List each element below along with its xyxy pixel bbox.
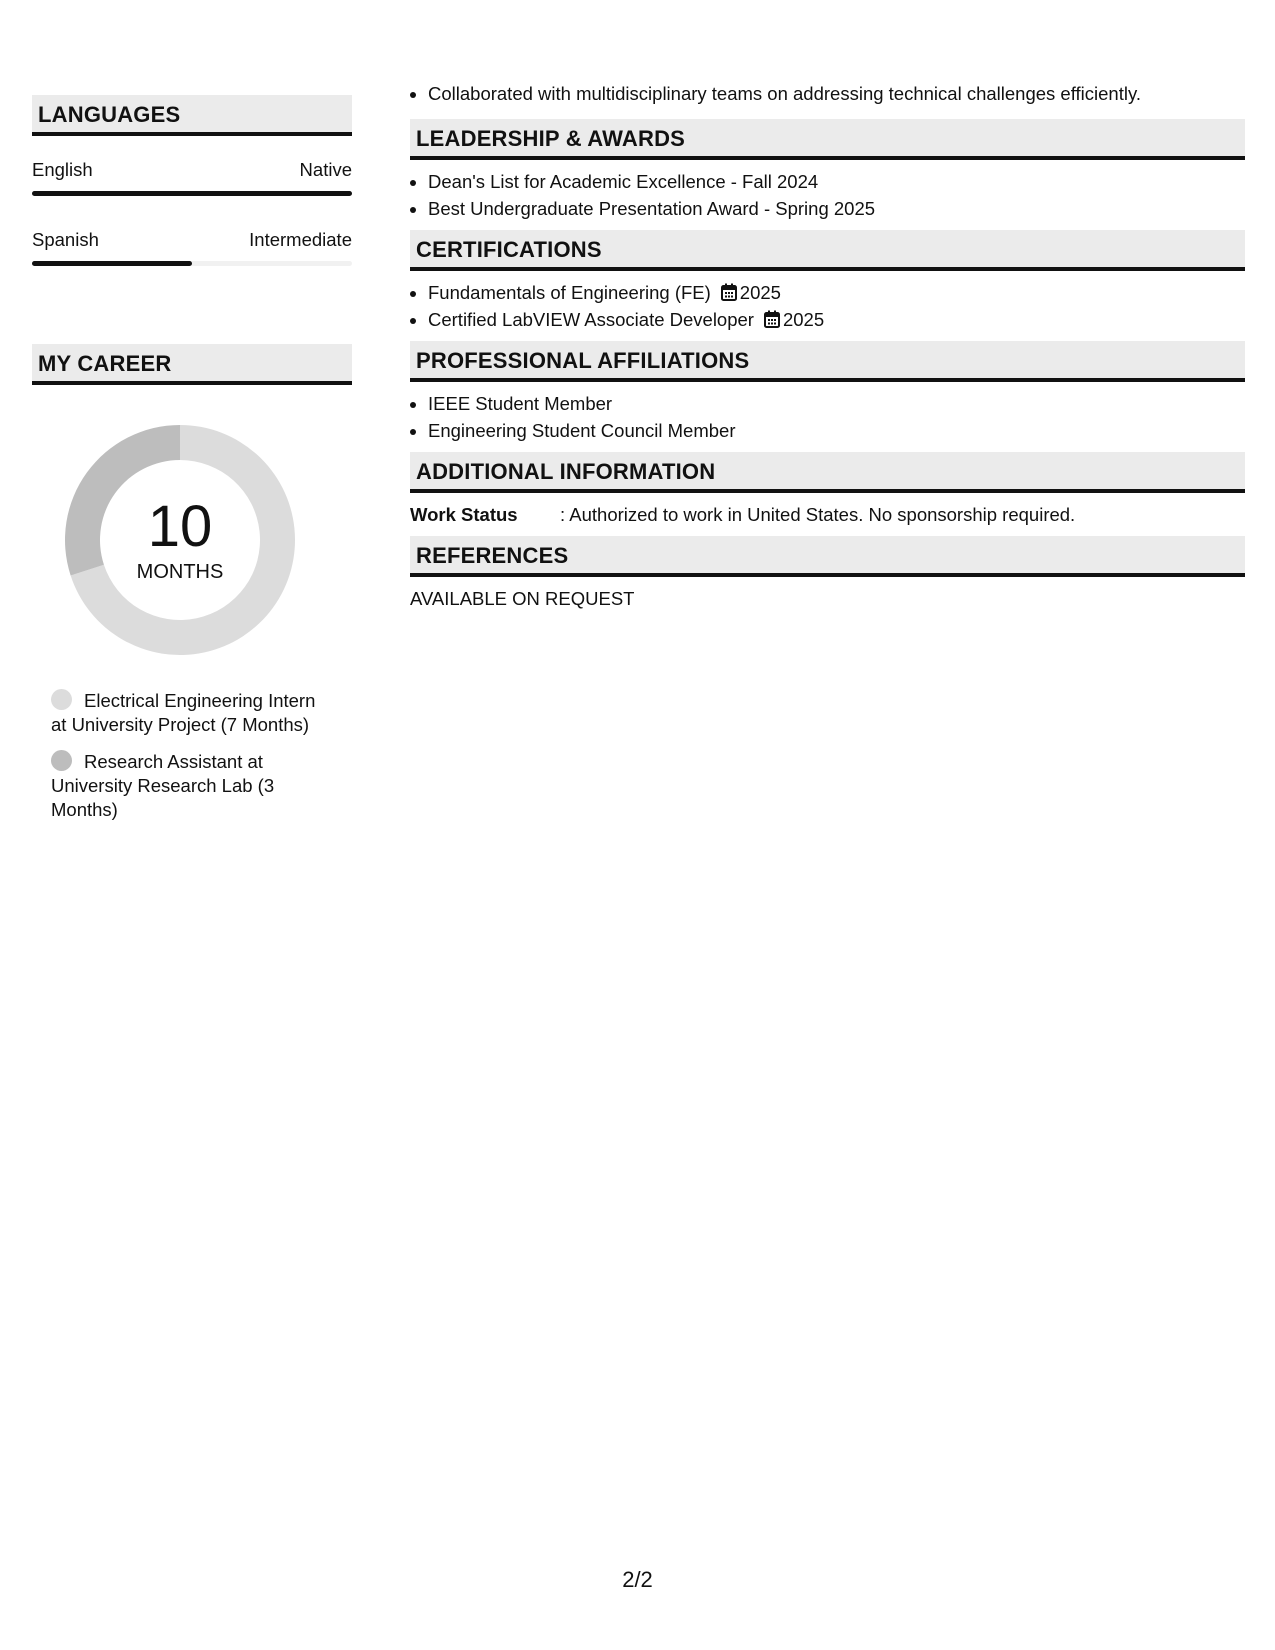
language-level: Intermediate	[249, 229, 352, 250]
page-number: 2/2	[622, 1567, 653, 1592]
career-total-number: 10	[147, 494, 213, 559]
references-section	[410, 536, 1245, 612]
references-text: AVAILABLE ON REQUEST	[410, 588, 635, 609]
affiliations-list	[410, 390, 1245, 444]
legend-swatch	[51, 750, 72, 771]
list-item: • IEEE Student Member	[428, 390, 1245, 417]
certification-name: Fundamentals of Engineering (FE)	[428, 282, 711, 303]
legend-label: Electrical Engineering Intern at University Project (7 Months)	[51, 690, 316, 735]
additional-info-section	[410, 452, 1245, 528]
work-status-row	[410, 501, 1245, 528]
languages-heading: LANGUAGES	[32, 95, 352, 136]
certifications-section	[410, 230, 1245, 333]
legend-label: Research Assistant at University Research Lab (3 Months)	[51, 751, 275, 820]
leadership-heading: LEADERSHIP & AWARDS	[410, 119, 1245, 160]
references-heading: REFERENCES	[410, 536, 1245, 577]
certification-year: 2025	[739, 282, 781, 303]
affiliations-heading: PROFESSIONAL AFFILIATIONS	[410, 341, 1245, 382]
language-item-spanish	[32, 228, 352, 266]
career-total-unit: MONTHS	[136, 561, 224, 583]
legend-swatch	[51, 689, 72, 710]
list-item: • Dean's List for Academic Excellence - Fall 2024	[428, 168, 1245, 195]
list-item: • Engineering Student Council Member	[428, 417, 1245, 444]
work-status-label: Work Status	[410, 504, 518, 525]
career-section	[32, 344, 352, 822]
certification-year: 2025	[782, 309, 825, 330]
certification-item	[428, 279, 1245, 306]
language-name: English	[32, 159, 93, 180]
main-content	[410, 80, 1245, 612]
language-proficiency-bar	[32, 261, 352, 266]
list-item: • Collaborated with multidisciplinary teams on addressing technical challenges efficiently.	[428, 80, 1245, 107]
experience-tail-list	[410, 80, 1245, 107]
work-status-value: : Authorized to work in United States. No sponsorship required.	[560, 504, 1076, 525]
certification-name: Certified LabVIEW Associate Developer	[428, 309, 754, 330]
list-item: • Best Undergraduate Presentation Award - Spring 2025	[428, 195, 1245, 222]
sidebar	[32, 95, 352, 835]
career-legend	[51, 689, 326, 822]
career-heading: MY CAREER	[32, 344, 352, 385]
leadership-section	[410, 119, 1245, 222]
language-proficiency-bar	[32, 191, 352, 196]
calendar-icon	[764, 310, 780, 328]
career-legend-item	[51, 750, 326, 822]
affiliations-section	[410, 341, 1245, 444]
language-proficiency-fill	[32, 261, 192, 266]
certifications-heading: CERTIFICATIONS	[410, 230, 1245, 271]
language-level: Native	[299, 159, 352, 180]
certifications-list	[410, 279, 1245, 333]
language-item-english	[32, 158, 352, 196]
language-name: Spanish	[32, 229, 99, 250]
language-proficiency-fill	[32, 191, 352, 196]
additional-info-heading: ADDITIONAL INFORMATION	[410, 452, 1245, 493]
career-legend-item	[51, 689, 326, 737]
certification-item	[428, 306, 1245, 333]
career-donut-chart	[65, 425, 295, 655]
calendar-icon	[721, 283, 737, 301]
leadership-list	[410, 168, 1245, 222]
languages-section	[32, 95, 352, 266]
